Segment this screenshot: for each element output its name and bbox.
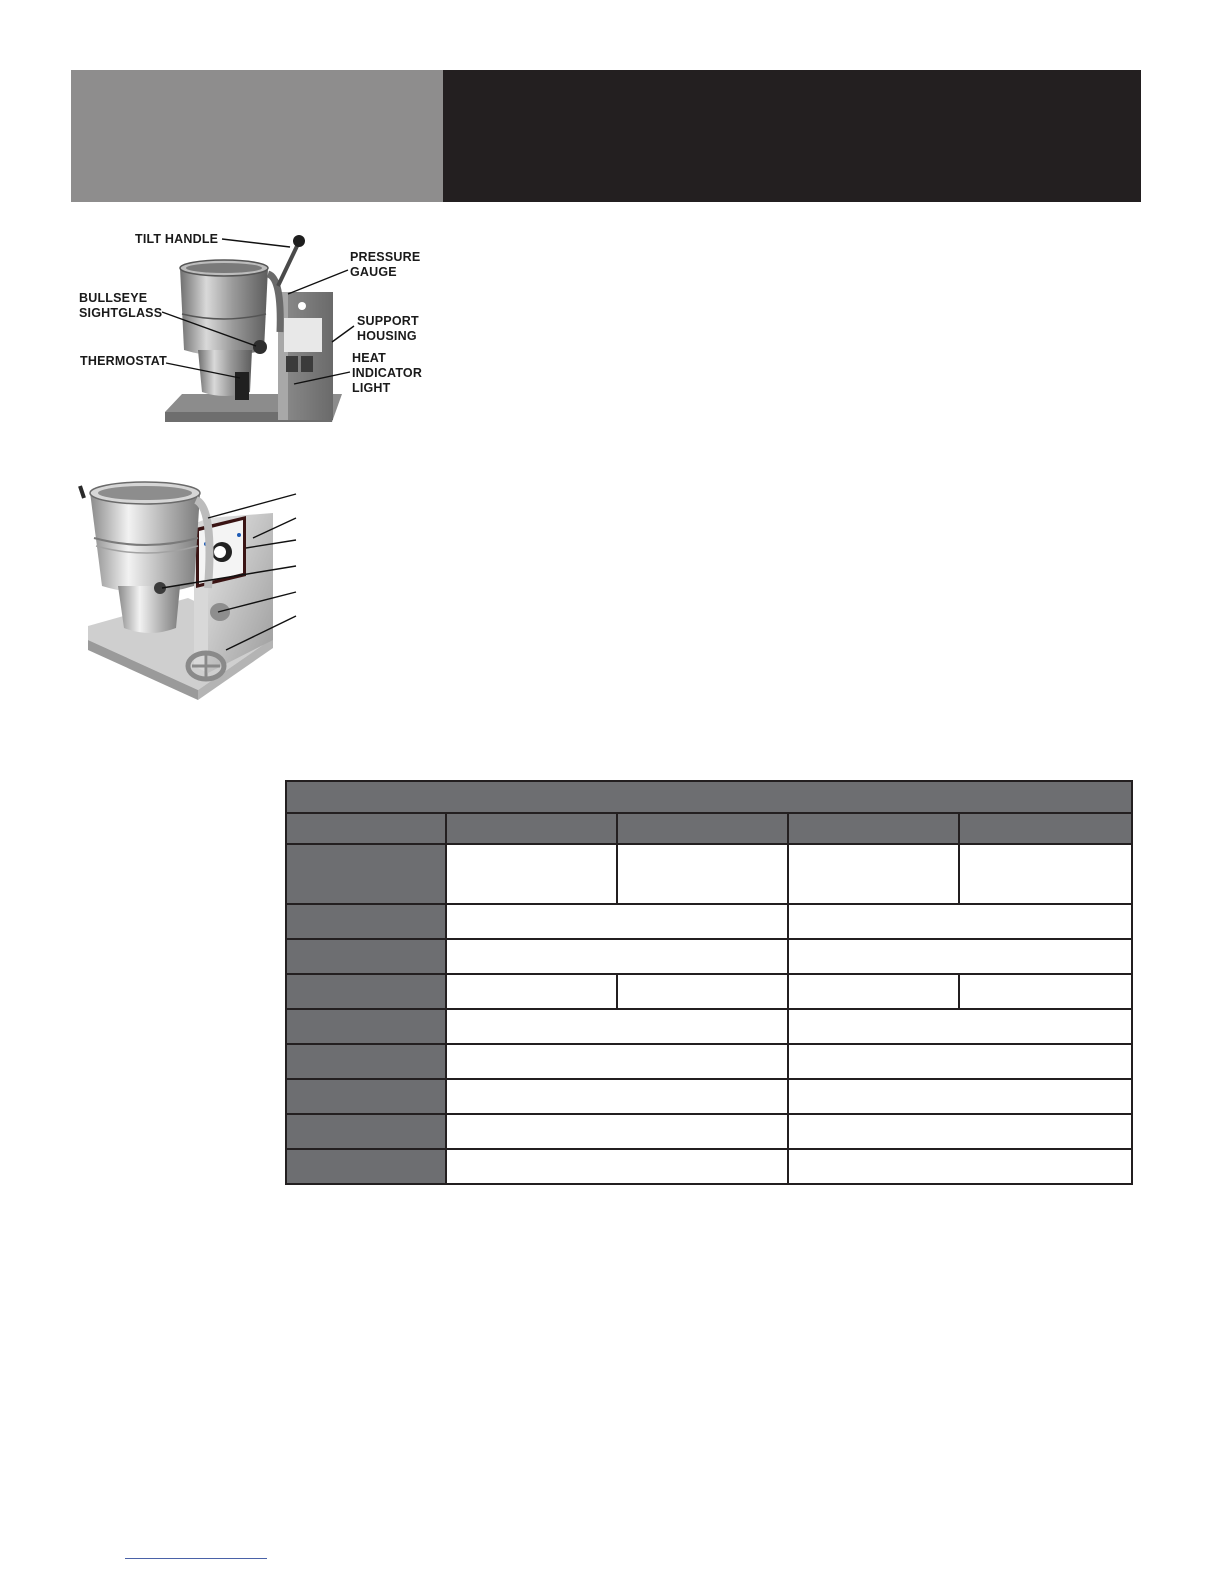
table-cell: [788, 1044, 1132, 1079]
table-row: [286, 844, 1132, 904]
table-row-label-cell: [286, 1079, 446, 1114]
table-row-label-cell: [286, 974, 446, 1009]
table-cell: [788, 974, 959, 1009]
table-row: [286, 1079, 1132, 1114]
table-row: [286, 1149, 1132, 1184]
table-row: [286, 939, 1132, 974]
table-header-cell: [788, 813, 959, 844]
table-header-cell: [617, 813, 788, 844]
callout-bullseye-sightglass: BULLSEYE SIGHTGLASS: [79, 291, 163, 320]
callout-tilt-handle: TILT HANDLE: [135, 232, 219, 246]
specification-table: [285, 780, 1133, 1185]
table-row-label-cell: [286, 844, 446, 904]
table-row-label-cell: [286, 904, 446, 939]
table-cell: [788, 904, 1132, 939]
table-cell: [788, 1009, 1132, 1044]
table-cell: [446, 1149, 788, 1184]
table-cell: [617, 844, 788, 904]
table-header-cell: [446, 813, 617, 844]
callout-heat-indicator-light: HEAT INDICATOR LIGHT: [352, 351, 423, 395]
table-cell: [617, 974, 788, 1009]
kettle-diagram-figure: [70, 222, 435, 432]
header-banner-left: [71, 70, 443, 202]
table-cell: [446, 844, 617, 904]
callout-pressure-gauge: PRESSURE GAUGE: [350, 250, 421, 279]
footer-link-underline: [125, 1558, 267, 1559]
table-row: [286, 904, 1132, 939]
table-row-label-cell: [286, 1114, 446, 1149]
table-cell: [959, 974, 1132, 1009]
table-row: [286, 1044, 1132, 1079]
table-row: [286, 974, 1132, 1009]
table-cell: [446, 974, 617, 1009]
table-row: [286, 1114, 1132, 1149]
table-cell: [446, 1009, 788, 1044]
table-cell: [788, 1114, 1132, 1149]
table-cell: [446, 1044, 788, 1079]
header-banner-right: [443, 70, 1141, 202]
table-header-cell: [959, 813, 1132, 844]
table-cell: [788, 1079, 1132, 1114]
table-row-label-cell: [286, 1044, 446, 1079]
callout-support-housing: SUPPORT HOUSING: [357, 314, 419, 343]
table-header-row: [286, 813, 1132, 844]
table-cell: [446, 939, 788, 974]
table-row-label-cell: [286, 939, 446, 974]
table-row-label-cell: [286, 1149, 446, 1184]
table-cell: [788, 1149, 1132, 1184]
kettle-model-illustration: [68, 478, 308, 740]
table-caption-row: [286, 781, 1132, 813]
table-cell: [446, 1114, 788, 1149]
table-cell: [959, 844, 1132, 904]
table-row-label-cell: [286, 1009, 446, 1044]
table-cell: [788, 939, 1132, 974]
table-cell: [788, 844, 959, 904]
table-header-cell: [286, 813, 446, 844]
kettle-model-photo: [68, 478, 308, 740]
table-cell: [446, 904, 788, 939]
table-cell: [446, 1079, 788, 1114]
table-caption-cell: [286, 781, 1132, 813]
table-row: [286, 1009, 1132, 1044]
callout-thermostat: THERMOSTAT: [80, 354, 167, 368]
